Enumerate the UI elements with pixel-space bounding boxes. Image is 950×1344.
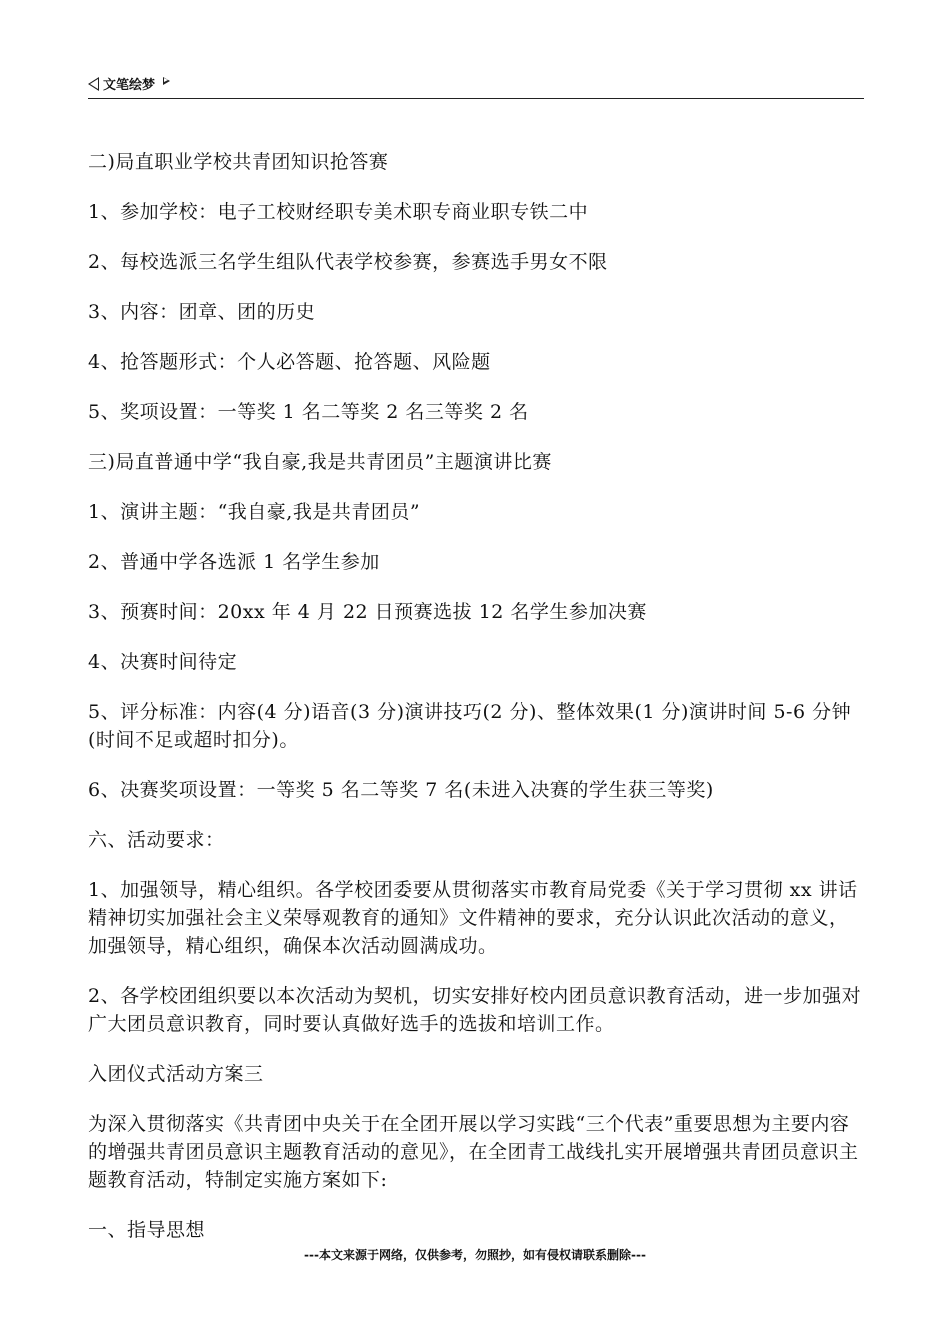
triangle-right-icon <box>163 77 170 85</box>
paragraph: 2、普通中学各选派 1 名学生参加 <box>88 551 380 573</box>
paragraph: 入团仪式活动方案三 <box>88 1063 264 1085</box>
brand-logo <box>88 74 170 93</box>
triangle-left-icon <box>88 77 99 91</box>
footer-disclaimer: ---本文来源于网络，仅供参考，勿照抄，如有侵权请联系删除--- <box>304 1248 646 1262</box>
paragraph: 为深入贯彻落实《共青团中央关于在全团开展以学习实践“三个代表”重要思想为主要内容的增强共青团员意识主题教育活动的意见》，在全团青工战线扎实开展增强共青团员意识主题教育活动，特制定实施方案如下: <box>88 1113 859 1191</box>
paragraph: 2、每校选派三名学生组队代表学校参赛，参赛选手男女不限 <box>88 251 608 273</box>
paragraph: 6、决赛奖项设置：一等奖 5 名二等奖 7 名(未进入决赛的学生获三等奖) <box>88 779 714 801</box>
paragraph: 1、参加学校：电子工校财经职专美术职专商业职专铁二中 <box>88 201 589 223</box>
paragraph: 二)局直职业学校共青团知识抢答赛 <box>88 151 389 173</box>
paragraph: 三)局直普通中学“我自豪,我是共青团员”主题演讲比赛 <box>88 451 552 473</box>
paragraph: 六、活动要求： <box>88 829 225 851</box>
brand-name: 文笔绘梦 <box>103 78 156 93</box>
paragraph: 2、各学校团组织要以本次活动为契机，切实安排好校内团员意识教育活动，进一步加强对广大团员意识教育，同时要认真做好选手的选拔和培训工作。 <box>88 985 862 1035</box>
paragraph: 4、抢答题形式：个人必答题、抢答题、风险题 <box>88 351 491 373</box>
paragraph: 5、奖项设置：一等奖 1 名二等奖 2 名三等奖 2 名 <box>88 401 529 423</box>
paragraph: 5、评分标准：内容(4 分)语音(3 分)演讲技巧(2 分)、整体效果(1 分)演讲时间 5-6 分钟(时间不足或超时扣分)。 <box>88 701 852 751</box>
paragraph: 3、预赛时间：20xx 年 4 月 22 日预赛选拔 12 名学生参加决赛 <box>88 601 647 623</box>
document-body <box>88 148 864 1266</box>
paragraph: 1、演讲主题：“我自豪,我是共青团员” <box>88 501 421 523</box>
paragraph: 一、指导思想 <box>88 1219 206 1241</box>
paragraph: 4、决赛时间待定 <box>88 651 238 673</box>
paragraph: 1、加强领导，精心组织。各学校团委要从贯彻落实市教育局党委《关于学习贯彻 xx 讲话精神切实加强社会主义荣辱观教育的通知》文件精神的要求，充分认识此次活动的意义，加强领导，精心组织，确保本次活动圆满成功。 <box>88 879 858 957</box>
page-header <box>88 72 864 99</box>
paragraph: 3、内容：团章、团的历史 <box>88 301 316 323</box>
